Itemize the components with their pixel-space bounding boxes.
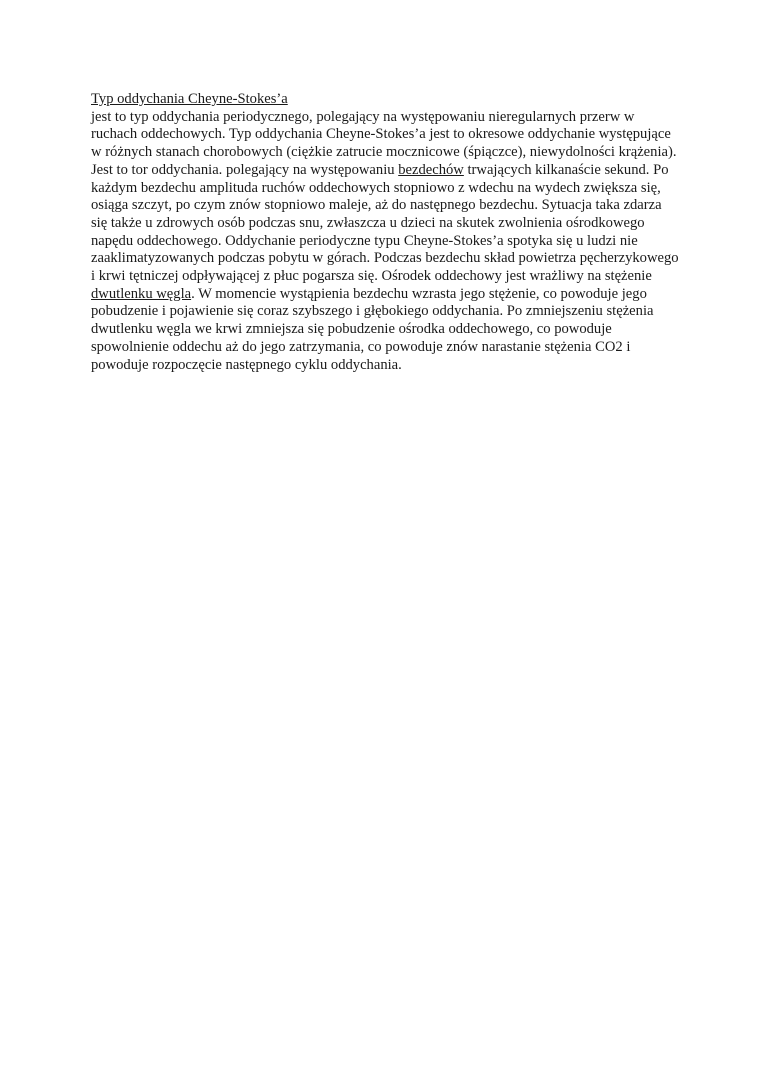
paragraph-text-3: . W momencie wystąpienia bezdechu wzrasta jego stężenie, co powoduje jego pobudzenie i pojawienie się coraz szybszego i głębokiego oddychania. Po zmniejszeniu stężenia dwutlenku węgla we krwi zmniejsza się pobudzenie ośrodka oddechowego, co powoduje spowolnienie oddechu aż do jego zatrzymania, co powoduje znów narastanie stężenia CO2 i powoduje rozpoczęcie następnego cyklu oddychania. — [91, 285, 654, 373]
document-title: Typ oddychania Cheyne-Stokes’a — [91, 91, 288, 107]
document-paragraph — [91, 109, 681, 375]
document-body — [91, 91, 681, 374]
paragraph-text-1: jest to typ oddychania periodycznego, polegający na występowaniu nieregularnych przerw w ruchach oddechowych. Typ oddychania Cheyne-Stokes’a jest to okresowe oddychanie występujące w różnych stanach chorobowych (ciężkie zatrucie mocznicowe (śpiączce), niewydolności krążenia). Jest to tor oddychania. polegający na występowaniu — [91, 108, 677, 178]
dwutlenku-wegla-link[interactable]: dwutlenku węgla — [91, 285, 192, 302]
bezdechow-link[interactable]: bezdechów — [398, 161, 464, 178]
paragraph-text-2: trwających kilkanaście sekund. Po każdym bezdechu amplituda ruchów oddechowych stopniowo z wdechu na wydech zwiększa się, osiąga szczyt, po czym znów stopniowo maleje, aż do następnego bezdechu. Sytuacja taka zdarza się także u zdrowych osób podczas snu, zwłaszcza u dzieci na skutek zwolnienia ośrodkowego napędu oddechowego. Oddychanie periodyczne typu Cheyne-Stokes’a spotyka się u ludzi nie zaaklimatyzowanych podczas pobytu w górach. Podczas bezdechu skład powietrza pęcherzykowego i krwi tętniczej odpływającej z płuc pogarsza się. Ośrodek oddechowy jest wrażliwy na stężenie — [91, 161, 679, 285]
